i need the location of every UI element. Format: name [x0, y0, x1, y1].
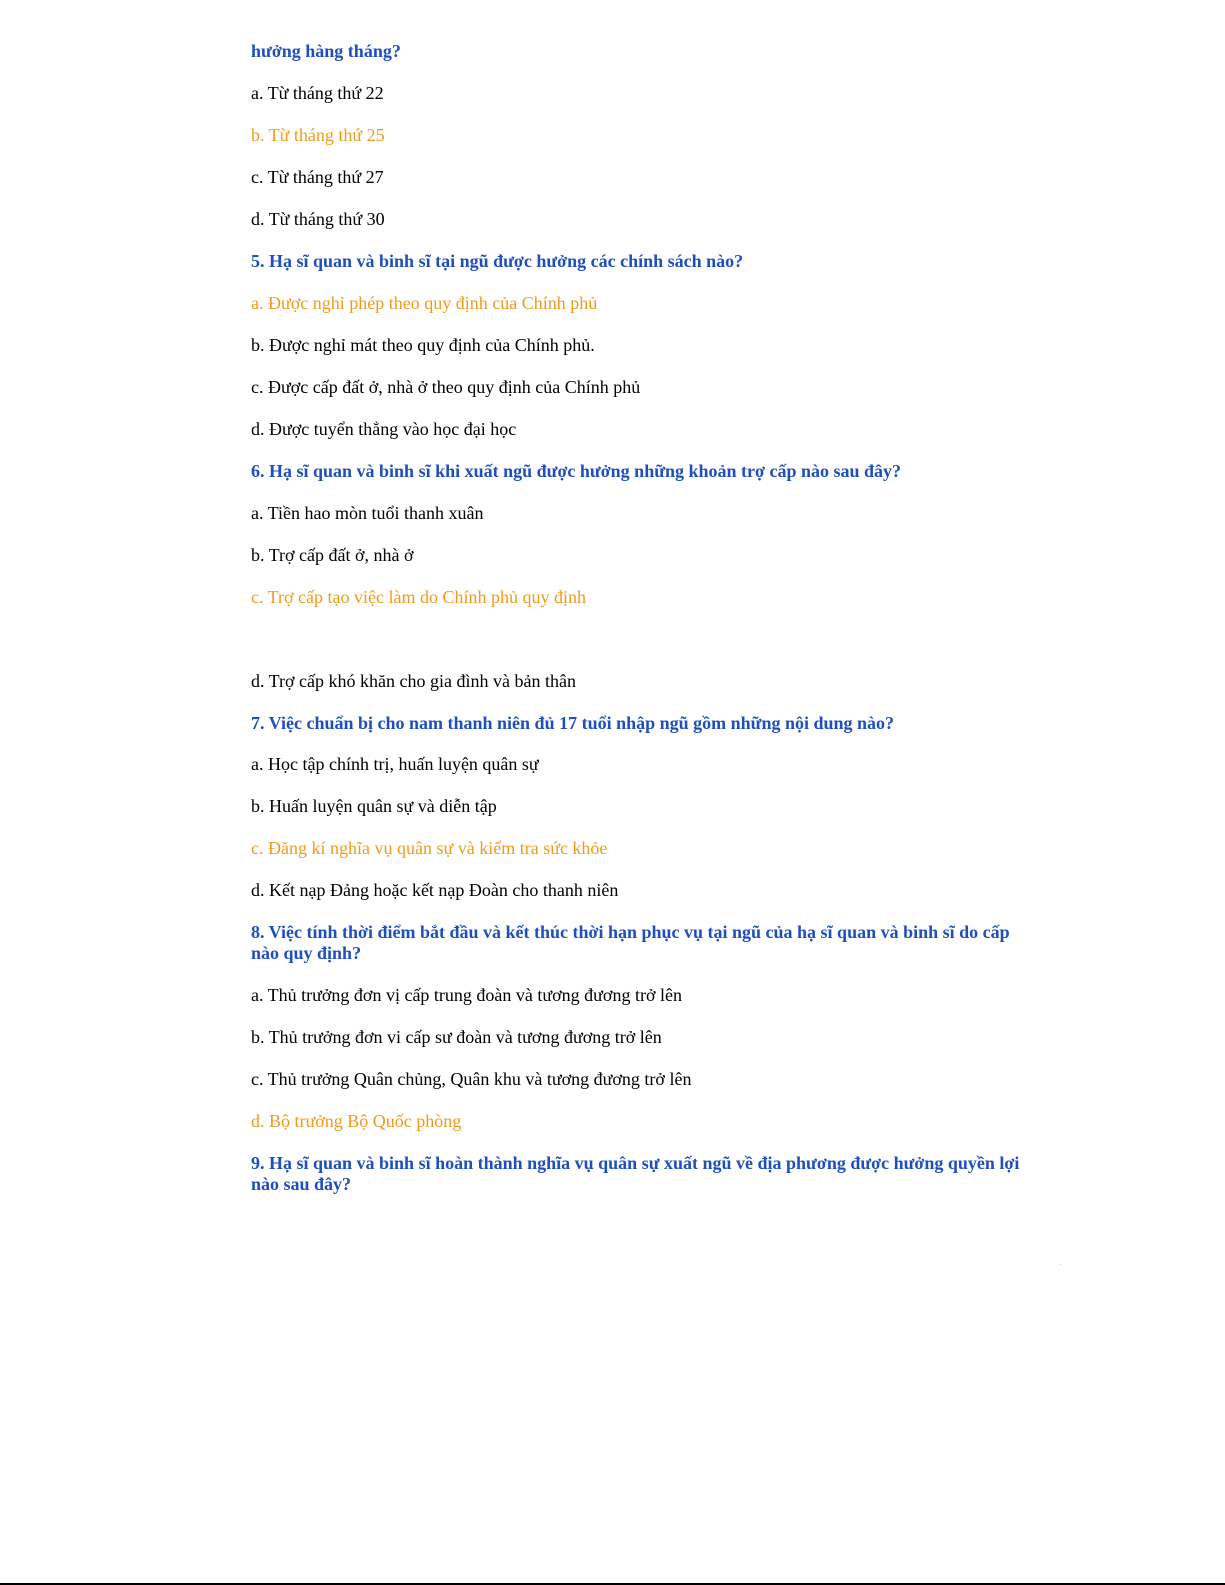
q4-option-d: d. Từ tháng thứ 30 [251, 209, 385, 229]
question-8: 8. Việc tính thời điểm bắt đầu và kết thúc thời hạn phục vụ tại ngũ của hạ sĩ quan và binh sĩ do cấp nào quy định? [251, 922, 1010, 963]
q7-option-a: a. Học tập chính trị, huấn luyện quân sự [251, 754, 539, 774]
question-4-tail: hưởng hàng tháng? [251, 41, 401, 61]
q5-option-b: b. Được nghỉ mát theo quy định của Chính phủ. [251, 335, 595, 355]
q6-option-c-answer: c. Trợ cấp tạo việc làm do Chính phủ quy định [251, 587, 586, 607]
question-9: 9. Hạ sĩ quan và binh sĩ hoàn thành nghĩa vụ quân sự xuất ngũ về địa phương được hưởng quyền lợi nào sau đây? [251, 1153, 1020, 1194]
q8-option-d-answer: d. Bộ trưởng Bộ Quốc phòng [251, 1111, 462, 1131]
q4-option-a: a. Từ tháng thứ 22 [251, 83, 384, 103]
q7-option-c-answer: c. Đăng kí nghĩa vụ quân sự và kiểm tra sức khỏe [251, 838, 608, 858]
q7-option-d: d. Kết nạp Đảng hoặc kết nạp Đoàn cho thanh niên [251, 880, 619, 900]
q5-option-a-answer: a. Được nghỉ phép theo quy định của Chính phủ [251, 293, 598, 313]
q4-option-b-answer: b. Từ tháng thứ 25 [251, 125, 385, 145]
q7-option-b: b. Huấn luyện quân sự và diễn tập [251, 796, 497, 816]
q6-option-b: b. Trợ cấp đất ở, nhà ở [251, 545, 414, 565]
q8-option-b: b. Thủ trưởng đơn vi cấp sư đoàn và tương đương trở lên [251, 1027, 662, 1047]
question-5: 5. Hạ sĩ quan và binh sĩ tại ngũ được hưởng các chính sách nào? [251, 251, 744, 271]
q8-option-a: a. Thủ trưởng đơn vị cấp trung đoàn và tương đương trở lên [251, 985, 682, 1005]
q5-option-c: c. Được cấp đất ở, nhà ở theo quy định của Chính phủ [251, 377, 641, 397]
q6-option-a: a. Tiền hao mòn tuổi thanh xuân [251, 503, 484, 523]
q6-option-d: d. Trợ cấp khó khăn cho gia đình và bản thân [251, 671, 576, 691]
question-7: 7. Việc chuẩn bị cho nam thanh niên đủ 17 tuổi nhập ngũ gồm những nội dung nào? [251, 713, 895, 733]
q8-option-c: c. Thủ trưởng Quân chủng, Quân khu và tương đương trở lên [251, 1069, 692, 1089]
q5-option-d: d. Được tuyển thẳng vào học đại học [251, 419, 517, 439]
scan-speck [1060, 1264, 1061, 1265]
q4-option-c: c. Từ tháng thứ 27 [251, 167, 384, 187]
question-6: 6. Hạ sĩ quan và binh sĩ khi xuất ngũ được hưởng những khoản trợ cấp nào sau đây? [251, 461, 902, 481]
